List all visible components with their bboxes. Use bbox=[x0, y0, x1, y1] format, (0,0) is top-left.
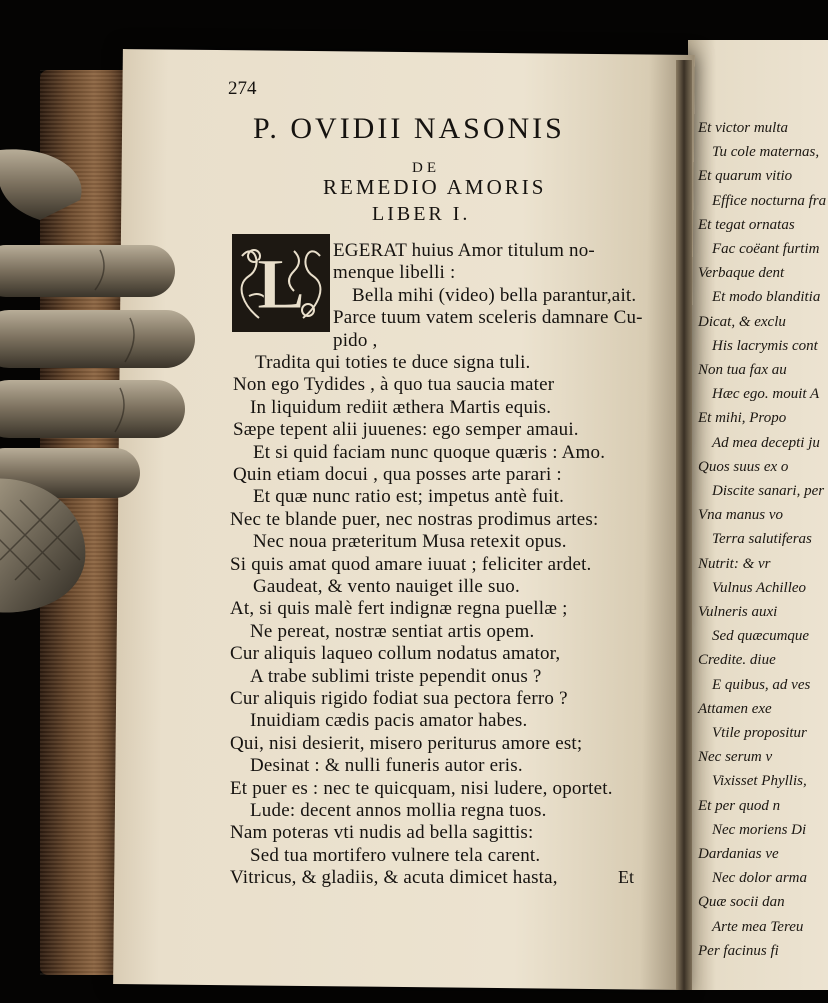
poem-line: Si quis amat quod amare iuuat ; feliciter ardet. bbox=[230, 553, 592, 575]
facing-page-line: Nec serum v bbox=[698, 749, 773, 766]
facing-page-line: Nec dolor arma bbox=[712, 870, 807, 887]
facing-page-line: Tu cole maternas, bbox=[712, 144, 820, 161]
facing-page-line: Hæc ego. mouit A bbox=[712, 386, 820, 403]
facing-page-line: Et modo blanditia bbox=[712, 289, 821, 306]
poem-line: Gaudeat, & vento nauiget ille suo. bbox=[253, 576, 520, 597]
poem-line: Parce tuum vatem sceleris damnare Cu- bbox=[333, 307, 643, 329]
poem-line: Nec te blande puer, nec nostras prodimus artes: bbox=[230, 508, 599, 530]
facing-page-line: Et mihi, Propo bbox=[698, 410, 787, 427]
poem-line: Nam poteras vti nudis ad bella sagittis: bbox=[230, 822, 534, 844]
poem-line: Cur aliquis laqueo collum nodatus amator, bbox=[230, 643, 561, 665]
facing-page-line: Sed quæcumque bbox=[712, 628, 810, 645]
facing-page-line: Terra salutiferas bbox=[712, 531, 812, 548]
facing-page-line: Et quarum vitio bbox=[698, 168, 793, 185]
poem-line: Quin etiam docui , qua posses arte parari : bbox=[233, 464, 562, 485]
facing-page-line: Non tua fax au bbox=[698, 362, 787, 378]
poem-line: In liquidum rediit æthera Martis equis. bbox=[250, 396, 552, 418]
poem-line: Non ego Tydides , à quo tua saucia mater bbox=[233, 374, 555, 396]
facing-page-line: Credite. diue bbox=[698, 652, 776, 669]
poem-line: A trabe sublimi triste pependit onus ? bbox=[250, 665, 542, 687]
poem-line: Et puer es : nec te quicquam, nisi ludere, oportet. bbox=[230, 777, 613, 799]
facing-page-line: Dicat, & exclu bbox=[698, 313, 786, 330]
poem-line: At, si quis malè fert indignæ regna puellæ ; bbox=[230, 598, 568, 620]
poem-line: Vitricus, & gladiis, & acuta dimicet hasta, bbox=[230, 867, 558, 889]
ornamental-initial bbox=[232, 234, 330, 332]
poem-line: Inuidiam cædis pacis amator habes. bbox=[250, 710, 528, 732]
facing-page-line: Verbaque dent bbox=[698, 265, 785, 282]
book-gutter bbox=[676, 60, 692, 990]
heading-book: LIBER I. bbox=[372, 203, 471, 225]
bronze-hand-bookmark-icon bbox=[0, 150, 220, 620]
facing-page-line: Vtile propositur bbox=[712, 725, 807, 741]
facing-page-line: Arte mea Tereu bbox=[712, 918, 804, 935]
poem-line: Qui, nisi desierit, misero periturus amore est; bbox=[230, 732, 583, 754]
poem-line: pido , bbox=[333, 329, 378, 351]
poem-line: EGERAT huius Amor titulum no- bbox=[333, 240, 595, 261]
heading-work: REMEDIO AMORIS bbox=[323, 175, 547, 199]
heading-de: DE bbox=[412, 160, 440, 176]
facing-page-line: Dardanias ve bbox=[698, 846, 779, 862]
facing-page-line: Vixisset Phyllis, bbox=[712, 773, 807, 790]
heading-author: P. OVIDII NASONIS bbox=[253, 112, 565, 145]
poem-line: Et si quid faciam nunc quoque quæris : Amo. bbox=[253, 441, 606, 463]
dropcap-letter: L bbox=[256, 244, 306, 324]
facing-page-line: Quos suus ex o bbox=[698, 458, 789, 475]
page-number: 274 bbox=[228, 78, 257, 99]
facing-page-line: Vna manus vo bbox=[698, 507, 783, 524]
facing-page-line: Vulnus Achilleo bbox=[712, 579, 807, 596]
catchword: Et bbox=[618, 867, 634, 887]
poem-line: Cur aliquis rigido fodiat sua pectora ferro ? bbox=[230, 688, 568, 709]
facing-page-line: Ad mea decepti ju bbox=[712, 434, 820, 451]
facing-page-line: Attamen exe bbox=[698, 700, 772, 717]
facing-page-line: His lacrymis cont bbox=[712, 337, 818, 354]
facing-page-line: Effice nocturna fra bbox=[712, 192, 827, 209]
poem-line: Sæpe tepent alii juuenes: ego semper amaui. bbox=[233, 419, 579, 441]
poem-line: Ne pereat, nostræ sentiat artis opem. bbox=[250, 620, 535, 642]
facing-page-line: Quæ socii dan bbox=[698, 894, 785, 911]
facing-page-line: E quibus, ad ves bbox=[712, 676, 811, 693]
facing-page-line: Et tegat ornatas bbox=[698, 216, 795, 233]
poem-line: Nec noua præteritum Musa retexit opus. bbox=[253, 531, 567, 553]
poem-line: Lude: decent annos mollia regna tuos. bbox=[250, 800, 547, 821]
facing-page bbox=[688, 40, 828, 990]
poem-line: Desinat : & nulli funeris autor eris. bbox=[250, 755, 523, 777]
facing-page-line: Et per quod n bbox=[698, 797, 781, 814]
facing-page-line: Discite sanari, per bbox=[712, 483, 825, 499]
facing-page-line: Nutrit: & vr bbox=[698, 555, 771, 572]
facing-page-line: Fac coëant furtim bbox=[712, 241, 820, 257]
facing-page-line: Vulneris auxi bbox=[698, 604, 778, 620]
poem-line: Tradita qui toties te duce signa tuli. bbox=[255, 352, 531, 373]
poem-line: Bella mihi (video) bella parantur,ait. bbox=[352, 284, 637, 306]
ornament-icon bbox=[234, 236, 328, 330]
facing-page-line: Et victor multa bbox=[698, 120, 788, 136]
poem-line: Et quæ nunc ratio est; impetus antè fuit. bbox=[253, 486, 565, 508]
poem-line: Sed tua mortifero vulnere tela carent. bbox=[250, 844, 541, 866]
facing-page-line: Nec moriens Di bbox=[712, 821, 807, 838]
facing-page-line: Per facinus fi bbox=[698, 942, 779, 959]
poem-line: menque libelli : bbox=[333, 262, 456, 284]
